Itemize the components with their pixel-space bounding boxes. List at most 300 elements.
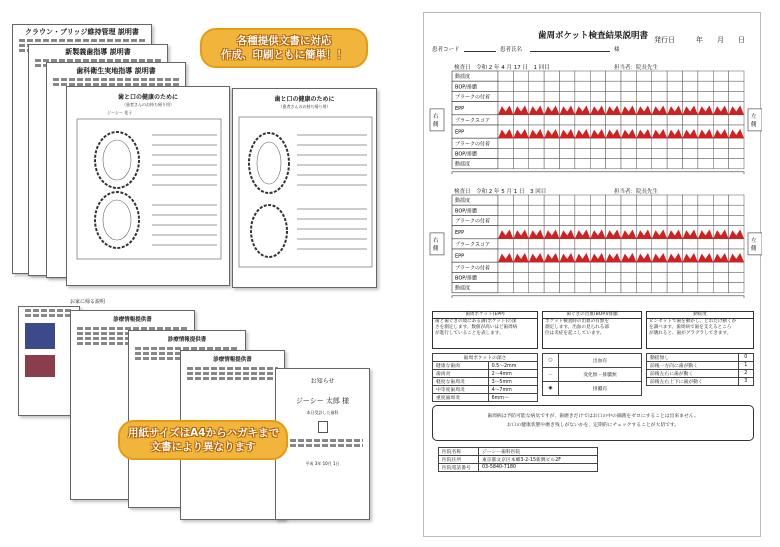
- sheet-title: 歯周ポケット検査結果説明書: [537, 31, 649, 41]
- exam1-grid-cell: [560, 159, 575, 169]
- legend-bop-title: 歯ぐきの出血(BOP)/排膿: [543, 312, 641, 319]
- legend-pocket-text-2: さを測定します。数値が高いほど歯周病: [435, 325, 518, 330]
- exam2-grid-cell: [575, 239, 590, 249]
- exam2-grid-cell: [667, 283, 682, 293]
- exam1-grid-cell: [606, 138, 621, 148]
- back-doc-2-title: 新製義歯指導 説明書: [65, 48, 131, 56]
- exam2-grid-cell: [560, 272, 575, 282]
- legend-mobility-text-2: を調べます。歯周病で歯を支えるところ: [649, 325, 732, 330]
- exam2-grid-cell: [498, 215, 513, 225]
- exam1-side-left-label-1: 左: [751, 113, 757, 120]
- exam1-grid-cell: [713, 159, 728, 169]
- legend-mobility-text-3: が壊れると、歯がグラグラしてきます。: [649, 331, 732, 336]
- exam2-grid-cell: [636, 283, 651, 293]
- exam1-grid-cell: [636, 71, 651, 81]
- exam2-grid-cell: [683, 272, 698, 282]
- exam2-grid-cell: [606, 239, 621, 249]
- exam2-label: 検査日 令和 2 年 5 月 1 日 3 回目: [454, 189, 547, 195]
- clinic-info-table: [438, 447, 598, 472]
- exam1-grid-cell: [513, 91, 528, 101]
- exam1-grid-cell: [621, 159, 636, 169]
- exam1-grid-cell: [590, 81, 605, 91]
- exam2-grid-cell: [683, 215, 698, 225]
- exam1-grid-cell: [590, 148, 605, 158]
- exam1-grid-cell: [498, 81, 513, 91]
- exam2-grid-cell: [636, 195, 651, 205]
- exam1-grid-cell: [498, 148, 513, 158]
- exam1-grid-cell: [529, 148, 544, 158]
- front-doc-2: [232, 88, 377, 288]
- exam1-grid-cell: [529, 91, 544, 101]
- exam1-grid-cell: [636, 81, 651, 91]
- exam2-grid-cell: [498, 262, 513, 272]
- exam2-grid-cell: [606, 272, 621, 282]
- notice-card: [275, 368, 370, 520]
- exam2-grid-cell: [667, 272, 682, 282]
- exam1-perio-chart: [424, 69, 762, 174]
- exam2-grid-cell: [575, 195, 590, 205]
- exam1-grid-cell: [713, 81, 728, 91]
- exam1-grid-cell: [713, 115, 728, 125]
- exam2-grid-cell: [529, 215, 544, 225]
- banner-bottom-line-1: 用紙サイズはA4からハガキまで: [128, 427, 280, 439]
- feature-banner-top: [200, 28, 368, 68]
- bop-symbol-2: －: [543, 368, 559, 382]
- exam2-grid-cell: [698, 272, 713, 282]
- exam1-grid-cell: [636, 159, 651, 169]
- back-doc-3-title: 歯科衛生実地指導 説明書: [76, 67, 156, 75]
- exam2-grid-cell: [606, 195, 621, 205]
- exam1-grid-cell: [713, 71, 728, 81]
- depth-row-1-value: 0.5〜2mm: [488, 362, 537, 370]
- exam2-grid-cell: [713, 215, 728, 225]
- exam1-grid-cell: [652, 148, 667, 158]
- depth-row-2-value: 2〜4mm: [488, 370, 537, 378]
- patient-code-label: 患者コード: [432, 47, 460, 53]
- clinic-name-label: 医院名称: [439, 448, 479, 456]
- exam2-perio-chart: [424, 193, 762, 298]
- exam2-grid-cell: [636, 262, 651, 272]
- exam2-grid-cell: [513, 239, 528, 249]
- exam2-grid-cell: [683, 205, 698, 215]
- exam1-grid-cell: [729, 159, 744, 169]
- exam1-grid-cell: [513, 148, 528, 158]
- exam1-grid-cell: [652, 138, 667, 148]
- front-doc-1-subtitle: （患者さんのお持ち帰り用）: [122, 102, 174, 107]
- exam2-grid-cell: [667, 195, 682, 205]
- exam1-grid-cell: [729, 81, 744, 91]
- exam1-grid-cell: [652, 159, 667, 169]
- clinic-address-value: 東京都文京区本郷3-2-15新興ビル2F: [479, 456, 598, 464]
- exam2-grid-cell: [698, 283, 713, 293]
- exam2-grid-cell: [606, 262, 621, 272]
- mobility-row-1-label: 動揺無し: [647, 354, 739, 362]
- exam2-grid-cell: [544, 262, 559, 272]
- exam1-grid-cell: [560, 115, 575, 125]
- banner-bottom-line-2: 文書により異なります: [150, 441, 256, 453]
- exam1-grid-cell: [590, 159, 605, 169]
- exam2-grid-cell: [529, 195, 544, 205]
- note-line-1: 歯周病は予防可能な病気ですが、歯磨きだけではお口の中の細菌をゼロにすることは出来ません。: [487, 414, 699, 419]
- legend-mobility: [646, 311, 754, 349]
- exam2-grid-cell: [652, 239, 667, 249]
- exam1-grid-cell: [636, 115, 651, 125]
- tooth-chart-diagram: [67, 115, 230, 265]
- exam2-row-label: プラークの付着: [455, 265, 491, 272]
- exam1-grid-cell: [667, 71, 682, 81]
- legend-mobility-title: 動揺度: [647, 312, 753, 319]
- exam2-grid-cell: [621, 195, 636, 205]
- exam2-grid-cell: [560, 262, 575, 272]
- exam1-doctor: 担当者：院長先生: [614, 65, 659, 71]
- exam1-grid-cell: [729, 115, 744, 125]
- exam2-grid-cell: [606, 215, 621, 225]
- exam2-grid-cell: [713, 283, 728, 293]
- exam2-grid-cell: [606, 283, 621, 293]
- exam1-grid-cell: [529, 159, 544, 169]
- exam2-grid-cell: [667, 205, 682, 215]
- exam2-grid-cell: [590, 205, 605, 215]
- exam1-grid-cell: [621, 138, 636, 148]
- feature-banner-bottom: [118, 420, 288, 460]
- exam1-grid-cell: [529, 81, 544, 91]
- exam2-grid-cell: [729, 195, 744, 205]
- exam1-side-right-label-1: 右: [433, 113, 439, 120]
- exam1-grid-cell: [529, 115, 544, 125]
- exam2-grid-cell: [529, 272, 544, 282]
- exam2-row-label: 動揺度: [455, 285, 471, 292]
- lower-doc-3-title: 診療情報提供書: [167, 337, 207, 343]
- exam2-grid-cell: [498, 283, 513, 293]
- exam2-grid-cell: [544, 195, 559, 205]
- exam2-grid-cell: [636, 272, 651, 282]
- exam2-grid-cell: [713, 262, 728, 272]
- exam2-grid-cell: [544, 283, 559, 293]
- exam1-grid-cell: [683, 71, 698, 81]
- exam1-grid-cell: [667, 91, 682, 101]
- exam2-row-label: BOP/排膿: [455, 208, 477, 215]
- exam1-side-left-label-2: 側: [751, 121, 757, 128]
- exam2-grid-cell: [683, 239, 698, 249]
- exam1-grid-cell: [698, 138, 713, 148]
- exam1-grid-cell: [575, 138, 590, 148]
- lower-collage-title: お家に帰る説明: [70, 299, 106, 305]
- depth-row-3-value: 3〜5mm: [488, 378, 537, 386]
- exam1-grid-cell: [667, 115, 682, 125]
- depth-row-4-label: 中等度歯周炎: [433, 386, 489, 394]
- clinic-phone-value: 03-5840-7180: [479, 464, 598, 472]
- exam2-grid-cell: [560, 205, 575, 215]
- exam2-grid-cell: [713, 195, 728, 205]
- mobility-row-2-value: 1: [738, 362, 753, 370]
- legend-bop-text-3: 位は炎症を起こしています。: [545, 331, 605, 336]
- exam2-grid-cell: [529, 262, 544, 272]
- notice-name: ジーシー 太郎 様: [295, 397, 350, 405]
- exam1-grid-cell: [590, 91, 605, 101]
- front-doc-1: [66, 86, 230, 286]
- exam2-grid-cell: [729, 239, 744, 249]
- exam1-grid-cell: [544, 71, 559, 81]
- exam2-grid-cell: [498, 239, 513, 249]
- exam1-grid-cell: [498, 91, 513, 101]
- exam1-grid-cell: [498, 159, 513, 169]
- exam2-grid-cell: [652, 262, 667, 272]
- mobility-row-3-value: 2: [738, 370, 753, 378]
- exam2-grid-cell: [590, 195, 605, 205]
- depth-row-2-label: 歯肉炎: [433, 370, 489, 378]
- exam1-grid-cell: [544, 81, 559, 91]
- exam2-grid-cell: [498, 272, 513, 282]
- exam1-grid-cell: [575, 148, 590, 158]
- exam2-grid-cell: [652, 283, 667, 293]
- exam1-grid-cell: [575, 91, 590, 101]
- lower-doc-4-title: 診療情報提供書: [213, 357, 252, 363]
- exam2-grid-cell: [590, 239, 605, 249]
- exam2-grid-cell: [529, 283, 544, 293]
- exam2-grid-cell: [652, 195, 667, 205]
- exam1-grid-cell: [698, 81, 713, 91]
- exam2-grid-cell: [729, 272, 744, 282]
- exam2-grid-cell: [513, 195, 528, 205]
- bop-row-3: 排膿有: [559, 382, 642, 396]
- note-line-2: お口の健康状態や磨き残しがないかを、定期的にチェックすることが大切です。: [506, 423, 680, 428]
- tooth-chart-diagram-2: [233, 113, 377, 273]
- exam1-row-label: プラークスコア: [455, 117, 490, 124]
- exam1-row-label: プラークの付着: [455, 141, 491, 148]
- exam1-grid-cell: [652, 115, 667, 125]
- clinic-address-label: 医院住所: [439, 456, 479, 464]
- exam2-grid-cell: [575, 272, 590, 282]
- exam2-grid-cell: [667, 262, 682, 272]
- depth-row-5-value: 6mm〜: [488, 394, 537, 402]
- legend-bop-text-1: ポケット検査時の出血の有無を: [545, 319, 610, 324]
- exam2-grid-cell: [621, 283, 636, 293]
- exam1-grid-cell: [544, 115, 559, 125]
- exam2-grid-cell: [713, 205, 728, 215]
- exam2-grid-cell: [544, 272, 559, 282]
- legend-mobility-text-1: ピンセットで歯を動かし、どれだけ動くか: [649, 319, 737, 324]
- mobility-row-4-value: 3: [738, 378, 753, 386]
- exam1-grid-cell: [621, 81, 636, 91]
- exam2-grid-cell: [544, 215, 559, 225]
- exam2-grid-cell: [636, 239, 651, 249]
- exam1-grid-cell: [652, 91, 667, 101]
- patient-name-label: 患者氏名: [500, 47, 523, 53]
- exam2-grid-cell: [667, 239, 682, 249]
- exam1-row-label: EPP: [455, 129, 465, 136]
- legend-pocket-title: 歯周ポケット(EPP): [433, 312, 537, 319]
- exam2-side-left-label-1: 左: [751, 237, 757, 244]
- exam2-grid-cell: [729, 262, 744, 272]
- mobility-row-4-label: 前後左右上下に歯が動く: [647, 378, 739, 386]
- exam1-grid-cell: [667, 159, 682, 169]
- exam1-grid-cell: [698, 91, 713, 101]
- exam1-row-label: EPP: [455, 106, 465, 113]
- depth-table-title: 歯周ポケットの深さ: [433, 354, 538, 362]
- exam1-grid-cell: [560, 91, 575, 101]
- exam2-grid-cell: [590, 262, 605, 272]
- exam2-doctor: 担当者：院長先生: [614, 189, 659, 195]
- clinic-name-value: ジーシー歯科医院: [479, 448, 598, 456]
- depth-row-1-label: 健康な歯肉: [433, 362, 489, 370]
- mobility-row-2-label: 前後一方向に歯が動く: [647, 362, 739, 370]
- exam1-grid-cell: [667, 81, 682, 91]
- exam1-grid-cell: [560, 81, 575, 91]
- exam2-grid-cell: [667, 215, 682, 225]
- notice-date: 平成 3年 10月 1日: [305, 461, 340, 466]
- legend-bop: [542, 311, 642, 349]
- bop-table: [542, 353, 642, 396]
- depth-row-5-label: 重度歯周炎: [433, 394, 489, 402]
- issue-date: 発行日 年 月 日: [654, 36, 745, 44]
- exam1-grid-cell: [652, 81, 667, 91]
- exam2-grid-cell: [698, 262, 713, 272]
- exam2-grid-cell: [529, 239, 544, 249]
- exam1-grid-cell: [698, 159, 713, 169]
- exam1-grid-cell: [698, 71, 713, 81]
- exam2-grid-cell: [606, 205, 621, 215]
- exam1-grid-cell: [729, 91, 744, 101]
- exam2-grid-cell: [575, 205, 590, 215]
- mobility-table: [646, 353, 754, 386]
- front-doc-1-title: 歯と口の健康のために: [117, 94, 178, 101]
- bop-symbol-3: ◉: [543, 382, 559, 396]
- mobility-row-1-value: 0: [738, 354, 753, 362]
- bop-symbol-1: ○: [543, 354, 559, 368]
- exam1-grid-cell: [529, 138, 544, 148]
- exam1-grid-cell: [652, 71, 667, 81]
- exam2-grid-cell: [513, 215, 528, 225]
- exam1-grid-cell: [590, 71, 605, 81]
- depth-table: [432, 353, 538, 402]
- exam1-remarks-box: [452, 172, 744, 174]
- exam1-row-label: プラークの付着: [455, 94, 491, 101]
- pocket-exam-sheet: [423, 12, 761, 537]
- exam2-grid-cell: [575, 283, 590, 293]
- exam1-grid-cell: [498, 71, 513, 81]
- legend-pocket-text-3: が進行していることを表します。: [435, 331, 504, 336]
- exam1-grid-cell: [683, 81, 698, 91]
- patient-sama: 様: [614, 47, 620, 53]
- exam2-row-label: 動揺度: [455, 198, 471, 205]
- exam2-grid-cell: [560, 239, 575, 249]
- exam1-grid-cell: [590, 115, 605, 125]
- exam2-grid-cell: [590, 215, 605, 225]
- exam2-grid-cell: [683, 262, 698, 272]
- exam2-side-right-label-2: 側: [433, 245, 439, 252]
- exam1-grid-cell: [636, 91, 651, 101]
- exam1-grid-cell: [560, 148, 575, 158]
- exam1-grid-cell: [683, 115, 698, 125]
- exam1-grid-cell: [713, 148, 728, 158]
- front-doc-2-subtitle: （患者さんのお持ち帰り用）: [278, 104, 331, 109]
- legend-pocket-text-1: 歯と歯ぐきの境にある溝(ポケット)の深: [435, 319, 517, 324]
- legend-bop-text-2: 測定します。出血の見られる部: [545, 325, 609, 330]
- exam1-grid-cell: [606, 115, 621, 125]
- exam2-grid-cell: [683, 195, 698, 205]
- exam2-grid-cell: [560, 283, 575, 293]
- exam1-grid-cell: [713, 91, 728, 101]
- exam2-row-label: プラークスコア: [455, 241, 490, 248]
- exam1-grid-cell: [513, 71, 528, 81]
- exam1-grid-cell: [606, 81, 621, 91]
- exam2-grid-cell: [544, 205, 559, 215]
- exam1-grid-cell: [529, 71, 544, 81]
- exam1-grid-cell: [575, 81, 590, 91]
- exam1-grid-cell: [636, 138, 651, 148]
- exam2-grid-cell: [575, 215, 590, 225]
- exam2-grid-cell: [698, 205, 713, 215]
- exam2-remarks-box: [452, 296, 744, 298]
- exam2-grid-cell: [498, 195, 513, 205]
- banner-top-line-2: 作成、印刷ともに簡単！！: [221, 49, 347, 61]
- exam1-grid-cell: [513, 81, 528, 91]
- exam1-grid-cell: [606, 148, 621, 158]
- exam1-row-label: BOP/排膿: [455, 151, 477, 158]
- exam1-grid-cell: [698, 148, 713, 158]
- exam1-grid-cell: [729, 71, 744, 81]
- exam1-grid-cell: [498, 115, 513, 125]
- notice-sub: 本日受診した歯科: [306, 410, 339, 415]
- exam1-grid-cell: [544, 148, 559, 158]
- notice-title: お知らせ: [310, 378, 335, 385]
- exam2-grid-cell: [729, 205, 744, 215]
- note-box: [432, 405, 754, 441]
- exam1-grid-cell: [667, 138, 682, 148]
- exam1-grid-cell: [621, 148, 636, 158]
- exam2-grid-cell: [698, 215, 713, 225]
- lower-doc-2-title: 診療情報提供書: [113, 317, 152, 323]
- exam1-grid-cell: [560, 71, 575, 81]
- exam1-grid-cell: [544, 91, 559, 101]
- exam1-grid-cell: [683, 148, 698, 158]
- exam2-grid-cell: [652, 272, 667, 282]
- exam2-grid-cell: [544, 239, 559, 249]
- exam1-grid-cell: [544, 138, 559, 148]
- exam2-grid-cell: [683, 283, 698, 293]
- mobility-row-3-label: 前後左右に歯が動く: [647, 370, 739, 378]
- exam2-grid-cell: [621, 215, 636, 225]
- exam2-grid-cell: [513, 283, 528, 293]
- banner-top-line-1: 各種提供文書に対応: [236, 35, 332, 47]
- exam2-grid-cell: [529, 205, 544, 215]
- exam2-row-label: BOP/排膿: [455, 275, 477, 282]
- exam2-grid-cell: [498, 205, 513, 215]
- exam1-grid-cell: [698, 115, 713, 125]
- exam1-grid-cell: [513, 115, 528, 125]
- exam2-grid-cell: [729, 283, 744, 293]
- exam2-grid-cell: [698, 239, 713, 249]
- exam1-grid-cell: [636, 148, 651, 158]
- exam2-grid-cell: [560, 215, 575, 225]
- depth-row-4-value: 4〜7mm: [488, 386, 537, 394]
- exam1-grid-cell: [621, 71, 636, 81]
- exam2-row-label: プラークの付着: [455, 218, 491, 225]
- bop-row-2: 変化無・排膿無: [559, 368, 642, 382]
- back-doc-1-title: クラウン・ブリッジ維持管理 説明書: [25, 28, 139, 36]
- exam1-grid-cell: [621, 91, 636, 101]
- exam1-grid-cell: [590, 138, 605, 148]
- exam2-row-label: EPP: [455, 230, 465, 237]
- exam2-grid-cell: [713, 239, 728, 249]
- legend-pocket: [432, 311, 538, 349]
- exam2-grid-cell: [590, 272, 605, 282]
- exam1-grid-cell: [575, 115, 590, 125]
- exam1-grid-cell: [683, 159, 698, 169]
- depth-row-3-label: 軽度な歯周炎: [433, 378, 489, 386]
- exam1-row-label: BOP/排膿: [455, 84, 477, 91]
- exam1-label: 検査日 令和 2 年 4 月 17 日 1 回目: [454, 65, 550, 71]
